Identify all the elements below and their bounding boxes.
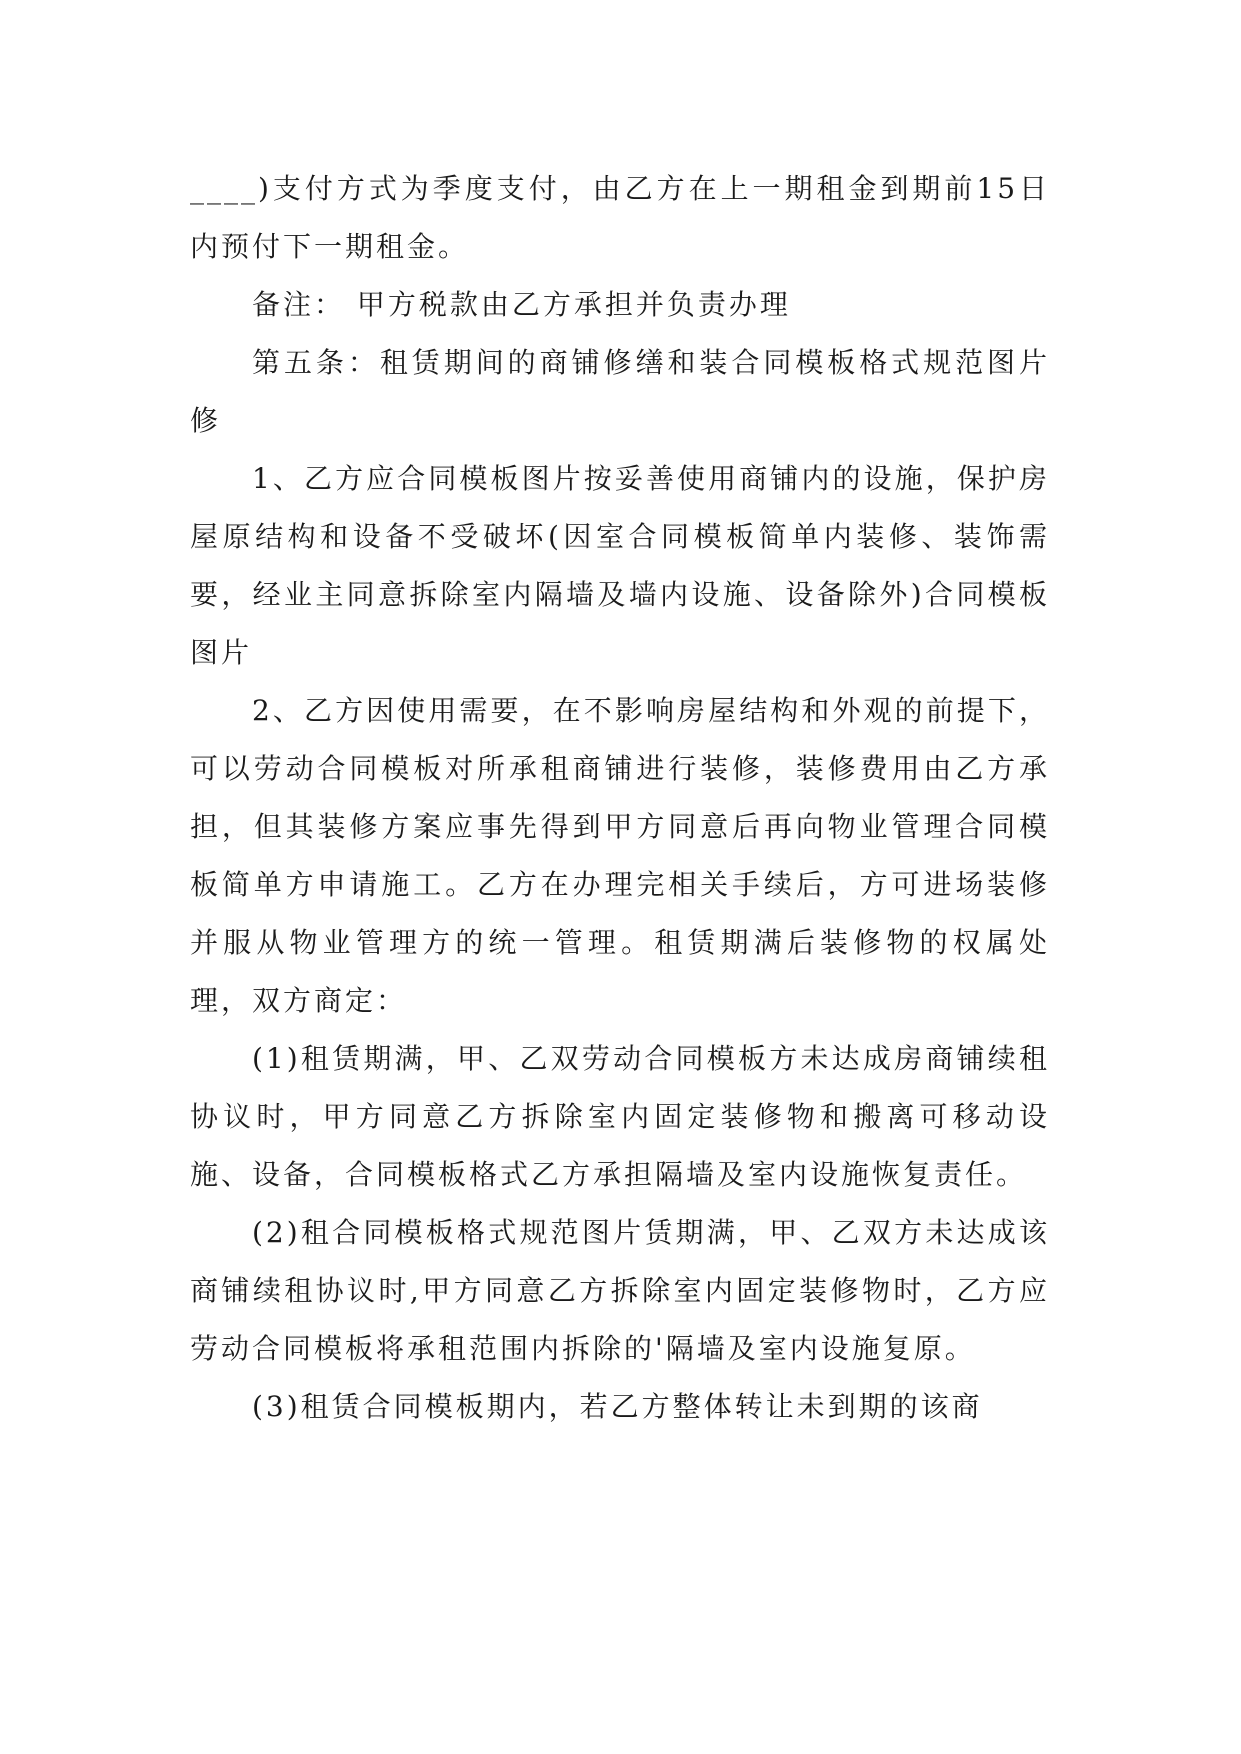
paragraph-item-1: (1)租赁期满，甲、乙双劳动合同模板方未达成房商铺续租协议时，甲方同意乙方拆除室内固定装修物和搬离可移动设施、设备，合同模板格式乙方承担隔墙及室内设施恢复责任。 [190,1042,1050,1191]
paragraph-item-2: (2)租合同模板格式规范图片赁期满，甲、乙双方未达成该商铺续租协议时,甲方同意乙方拆除室内固定装修物时，乙方应劳动合同模板将承租范围内拆除的'隔墙及室内设施复原。 [190,1216,1050,1365]
document-body [190,160,1050,1436]
paragraph-remark-tax: 备注： 甲方税款由乙方承担并负责办理 [252,288,791,321]
paragraph-item-3: (3)租赁合同模板期内，若乙方整体转让未到期的该商 [252,1390,983,1423]
paragraph-article-five-heading: 第五条：租赁期间的商铺修缮和装合同模板格式规范图片修 [190,346,1050,437]
paragraph-payment-continuation: ____)支付方式为季度支付，由乙方在上一期租金到期前15日内预付下一期租金。 [190,172,1050,263]
paragraph-clause-2: 2、乙方因使用需要，在不影响房屋结构和外观的前提下，可以劳动合同模板对所承租商铺进行装修，装修费用由乙方承担，但其装修方案应事先得到甲方同意后再向物业管理合同模板简单方申请施工。乙方在办理完相关手续后，方可进场装修并服从物业管理方的统一管理。租赁期满后装修物的权属处理，双方商定： [190,694,1050,1017]
paragraph-clause-1: 1、乙方应合同模板图片按妥善使用商铺内的设施，保护房屋原结构和设备不受破坏(因室合同模板简单内装修、装饰需要，经业主同意拆除室内隔墙及墙内设施、设备除外)合同模板图片 [190,462,1050,669]
